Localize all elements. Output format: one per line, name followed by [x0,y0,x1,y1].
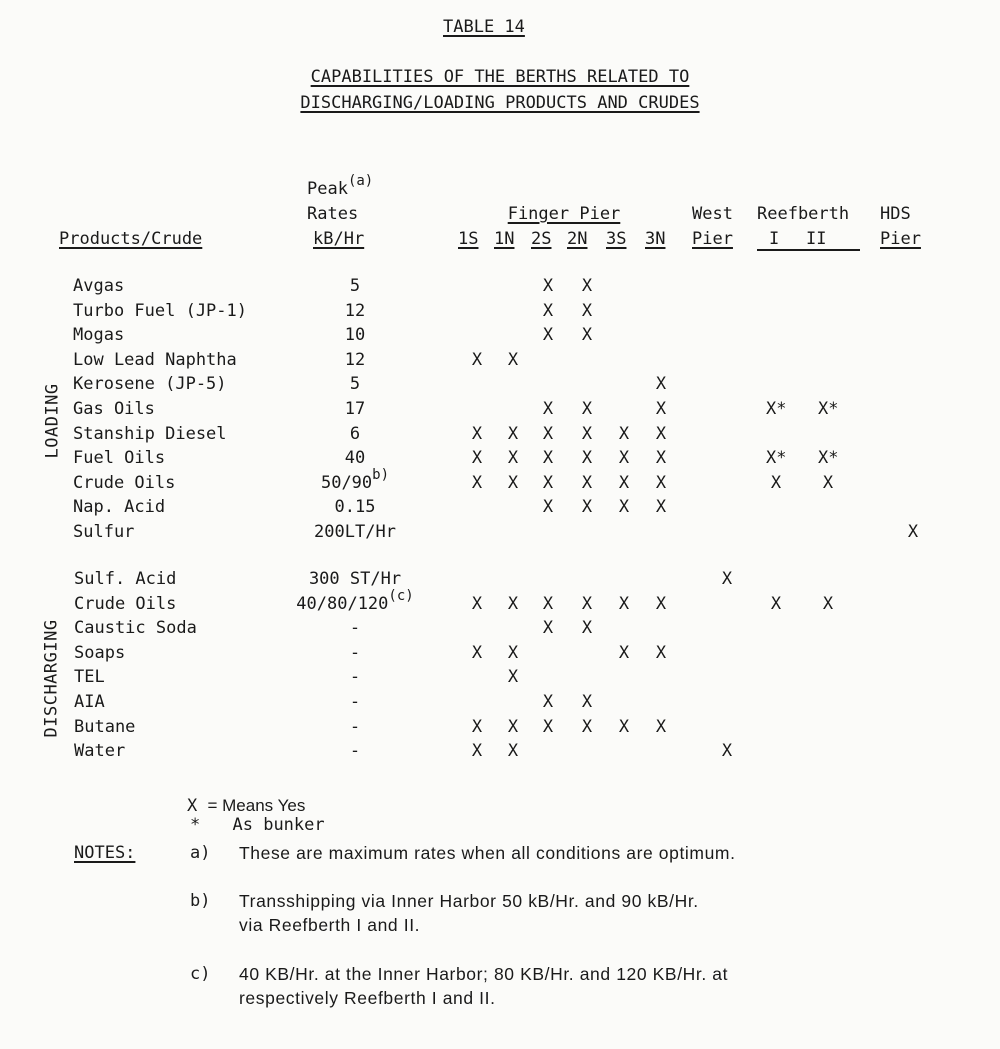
peak-rate-cell [290,669,420,686]
peak-rate-footnote: b) [372,467,390,483]
capability-mark: X [655,497,667,517]
peak-rate-cell [290,743,420,760]
capability-mark: X [507,424,519,444]
product-name: Gas Oils [73,399,155,419]
capability-mark: X [507,667,519,687]
peak-rate-cell [290,467,420,493]
capability-mark: X* [766,399,787,419]
capability-mark: X [770,473,782,493]
capability-mark: X [507,741,519,761]
capability-mark: X [471,717,483,737]
header-finger-pier: Finger Pier [507,204,621,224]
capability-mark: X [618,473,630,493]
product-name: Water [74,741,126,761]
peak-rate-value: 12 [344,350,366,370]
header-hds: HDS [880,204,911,224]
capability-mark: X [542,497,554,517]
product-name: Low Lead Naphtha [73,350,237,370]
product-name: Crude Oils [74,594,177,614]
peak-rate-value: 17 [344,399,366,419]
peak-rate-cell [290,450,420,467]
capability-mark: X [581,448,593,468]
capability-mark: X [770,594,782,614]
peak-rate-value: 200LT/Hr [314,522,396,542]
finger-pier-col-2n: 2N [567,229,588,249]
capability-mark: X [655,594,667,614]
section-label-discharging: DISCHARGING [41,619,62,738]
peak-rate-value: 5 [349,276,361,296]
legend-star-text: As bunker [232,815,325,835]
peak-rate-value: - [349,692,361,712]
finger-pier-col-3s: 3S [606,229,627,249]
legend-star [190,817,325,834]
note-text: 40 KB/Hr. at the Inner Harbor; 80 KB/Hr. and 120 KB/Hr. at [239,964,729,984]
capability-mark: X [471,741,483,761]
capability-mark: X [471,473,483,493]
reefberth-underline [757,249,860,251]
capability-mark: X [618,594,630,614]
peak-rate-value: - [349,643,361,663]
capability-mark: X [721,569,733,589]
header-reefberth: Reefberth [757,204,850,224]
capability-mark: X [618,717,630,737]
peak-rate-value: 10 [344,325,366,345]
capability-mark: X [655,473,667,493]
peak-rate-cell [290,327,420,344]
capability-mark: X [822,473,834,493]
legend-x [187,797,305,815]
finger-pier-col-3n: 3N [645,229,666,249]
capability-mark: X [542,448,554,468]
capability-mark: X [471,350,483,370]
peak-rate-cell [290,694,420,711]
note-text: respectively Reefberth I and II. [239,988,496,1008]
peak-rate-value: - [349,741,361,761]
capability-mark: X [581,424,593,444]
capability-mark: X [471,448,483,468]
subtitle-line-1: CAPABILITIES OF THE BERTHS RELATED TO [310,67,690,87]
product-name: Mogas [73,325,125,345]
product-name: Sulf. Acid [74,569,177,589]
capability-mark: X [507,594,519,614]
peak-rate-cell [290,401,420,418]
peak-rate-value: 5 [349,374,361,394]
capability-mark: X [581,717,593,737]
peak-rate-cell [290,588,420,614]
note-letter: a) [190,843,211,863]
note-text: These are maximum rates when all conditions are optimum. [239,843,736,863]
peak-rate-cell [290,620,420,637]
subtitle-line-2: DISCHARGING/LOADING PRODUCTS AND CRUDES [300,93,700,113]
legend-star-symbol: * [190,815,201,835]
capability-mark: X [542,717,554,737]
capability-mark: X [655,374,667,394]
product-name: Butane [74,717,136,737]
notes-label: NOTES: [74,843,136,863]
capability-mark: X [507,717,519,737]
finger-pier-col-1n: 1N [494,229,515,249]
product-name: Soaps [74,643,126,663]
product-name: Avgas [73,276,125,296]
product-name: Stanship Diesel [73,424,227,444]
legend-x-text: = Means Yes [207,796,306,815]
capability-mark: X [507,473,519,493]
capability-mark: X [581,399,593,419]
capability-mark: X [907,522,919,542]
product-name: Nap. Acid [73,497,166,517]
capability-mark: X [581,692,593,712]
capability-mark: X [542,473,554,493]
capability-mark: X [618,448,630,468]
product-name: Kerosene (JP-5) [73,374,227,394]
capability-mark: X [655,424,667,444]
peak-rate-value: 40 [344,448,366,468]
note-text: via Reefberth I and II. [239,915,421,935]
legend-x-symbol: X [187,796,198,816]
capability-mark: X* [818,448,839,468]
capability-mark: X [507,448,519,468]
capability-mark: X* [818,399,839,419]
capability-mark: X [542,325,554,345]
product-name: AIA [74,692,105,712]
capability-mark: X* [766,448,787,468]
header-peak-footnote: (a) [347,173,374,189]
capability-mark: X [542,301,554,321]
peak-rate-cell [290,719,420,736]
capability-mark: X [542,618,554,638]
peak-rate-value: - [349,667,361,687]
peak-rate-cell [290,303,420,320]
capability-mark: X [542,692,554,712]
peak-rate-cell [290,524,420,541]
finger-pier-col-1s: 1S [458,229,479,249]
capability-mark: X [471,594,483,614]
header-peak: Peak$^{(a)}$ [307,173,374,199]
product-name: Sulfur [73,522,135,542]
capability-mark: X [655,399,667,419]
capability-mark: X [618,424,630,444]
note-letter: c) [190,964,211,984]
peak-rate-value: 12 [344,301,366,321]
capability-mark: X [822,594,834,614]
peak-rate-value: 300 ST/Hr [308,569,402,589]
peak-rate-cell [290,376,420,393]
capability-mark: X [471,643,483,663]
capability-mark: X [581,497,593,517]
peak-rate-value: 0.15 [334,497,376,517]
capability-mark: X [542,424,554,444]
peak-rate-cell [290,426,420,443]
reefberth-col-i: I [769,229,780,249]
product-name: Turbo Fuel (JP-1) [73,301,247,321]
product-name: Caustic Soda [74,618,197,638]
table-title: TABLE 14 [443,17,525,37]
capability-mark: X [655,643,667,663]
section-label-loading: LOADING [42,383,63,459]
capability-mark: X [618,643,630,663]
peak-rate-cell [290,645,420,662]
peak-rate-value: 40/80/120 [296,594,389,614]
capability-mark: X [507,350,519,370]
product-name: Fuel Oils [73,448,166,468]
header-west-pier: Pier [692,229,733,249]
finger-pier-col-2s: 2S [531,229,552,249]
capability-mark: X [581,276,593,296]
capability-mark: X [581,618,593,638]
capability-mark: X [581,301,593,321]
header-unit: kB/Hr [313,229,365,249]
capability-mark: X [581,325,593,345]
capability-mark: X [655,448,667,468]
capability-mark: X [721,741,733,761]
header-west: West [692,204,733,224]
peak-rate-cell [290,352,420,369]
product-name: Crude Oils [73,473,176,493]
peak-rate-value: 50/90 [320,473,373,493]
capability-mark: X [618,497,630,517]
note-text: Transshipping via Inner Harbor 50 kB/Hr. and 90 kB/Hr. [239,891,699,911]
capability-mark: X [471,424,483,444]
capability-mark: X [542,276,554,296]
capability-mark: X [507,643,519,663]
peak-rate-value: - [349,618,361,638]
capability-mark: X [581,594,593,614]
peak-rate-value: - [349,717,361,737]
note-letter: b) [190,891,211,911]
peak-rate-cell [290,278,420,295]
header-rates: Rates [307,204,359,224]
peak-rate-cell [290,499,420,516]
capability-mark: X [581,473,593,493]
peak-rate-value: 6 [349,424,361,444]
capability-mark: X [542,399,554,419]
header-products: Products/Crude [59,229,203,249]
header-hds-pier: Pier [880,229,921,249]
product-name: TEL [74,667,105,687]
capability-mark: X [542,594,554,614]
reefberth-col-ii: II [806,229,827,249]
peak-rate-cell [290,571,420,588]
peak-rate-footnote: (c) [388,588,414,604]
capability-mark: X [655,717,667,737]
